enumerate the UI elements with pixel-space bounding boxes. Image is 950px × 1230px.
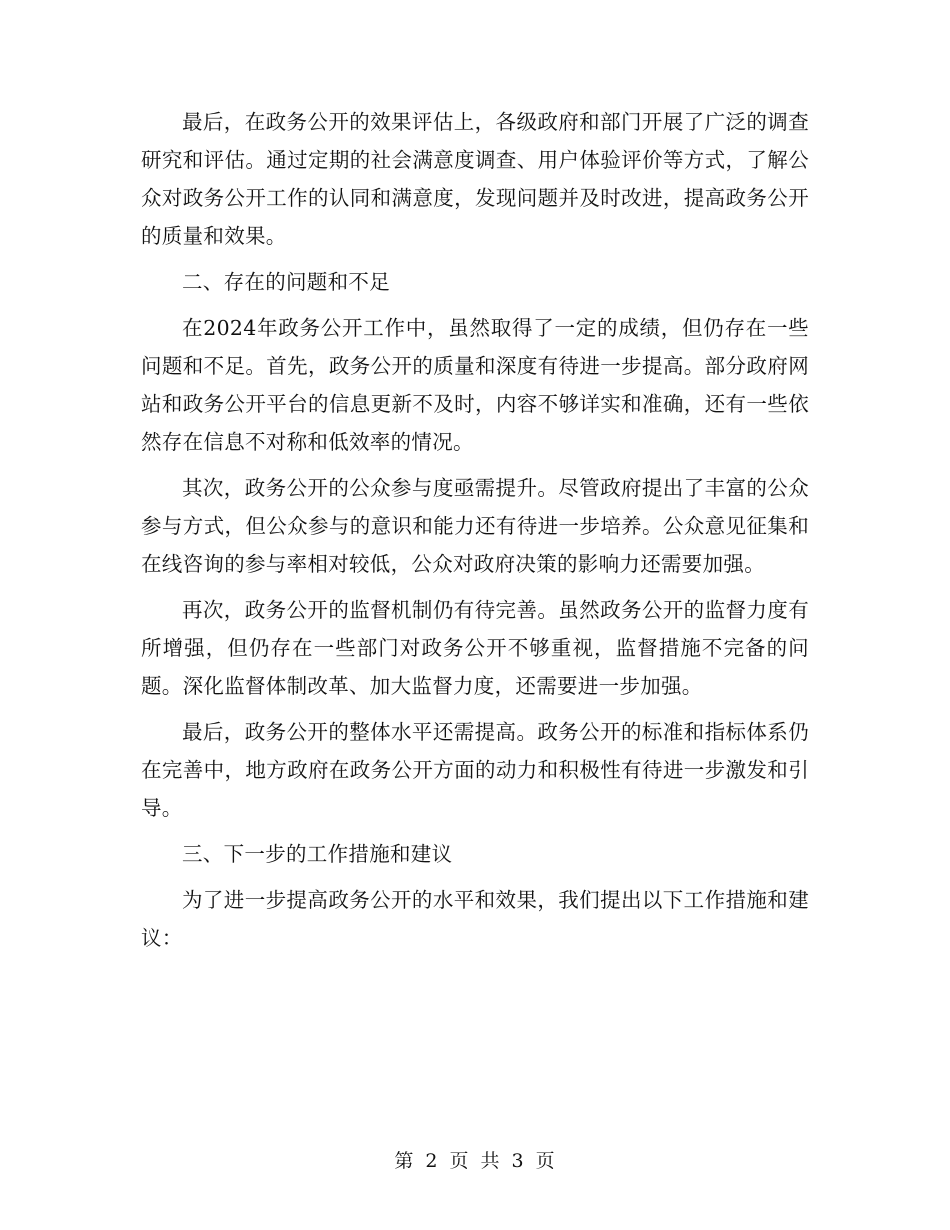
section-heading-problems: 二、存在的问题和不足 [182, 270, 390, 294]
page-number-footer: 第 2 页 共 3 页 [394, 1150, 556, 1172]
document-body [141, 103, 809, 965]
paragraph-overall-level: 最后，政务公开的整体水平还需提高。政务公开的标准和指标体系仍在完善中，地方政府在政务公开方面的动力和积极性有待进一步激发和引导。 [141, 720, 809, 820]
paragraph-supervision: 再次，政务公开的监督机制仍有待完善。虽然政务公开的监督力度有所增强，但仍存在一些部门对政务公开不够重视，监督措施不完备的问题。深化监督体制改革、加大监督力度，还需要进一步加强。 [141, 598, 809, 698]
paragraph-evaluation: 最后，在政务公开的效果评估上，各级政府和部门开展了广泛的调查研究和评估。通过定期的社会满意度调查、用户体验评价等方式，了解公众对政务公开工作的认同和满意度，发现问题并及时改进，提高政务公开的质量和效果。 [141, 110, 809, 248]
paragraph-measures-intro: 为了进一步提高政务公开的水平和效果，我们提出以下工作措施和建议： [141, 888, 809, 950]
paragraph-problems-intro: 在2024年政务公开工作中，虽然取得了一定的成绩，但仍存在一些问题和不足。首先，政务公开的质量和深度有待进一步提高。部分政府网站和政务公开平台的信息更新不及时，内容不够详实和准确，还有一些依然存在信息不对称和低效率的情况。 [141, 316, 809, 454]
section-heading-measures: 三、下一步的工作措施和建议 [182, 842, 453, 866]
paragraph-public-participation: 其次，政务公开的公众参与度亟需提升。尽管政府提出了丰富的公众参与方式，但公众参与的意识和能力还有待进一步培养。公众意见征集和在线咨询的参与率相对较低，公众对政府决策的影响力还需要加强。 [141, 476, 809, 576]
